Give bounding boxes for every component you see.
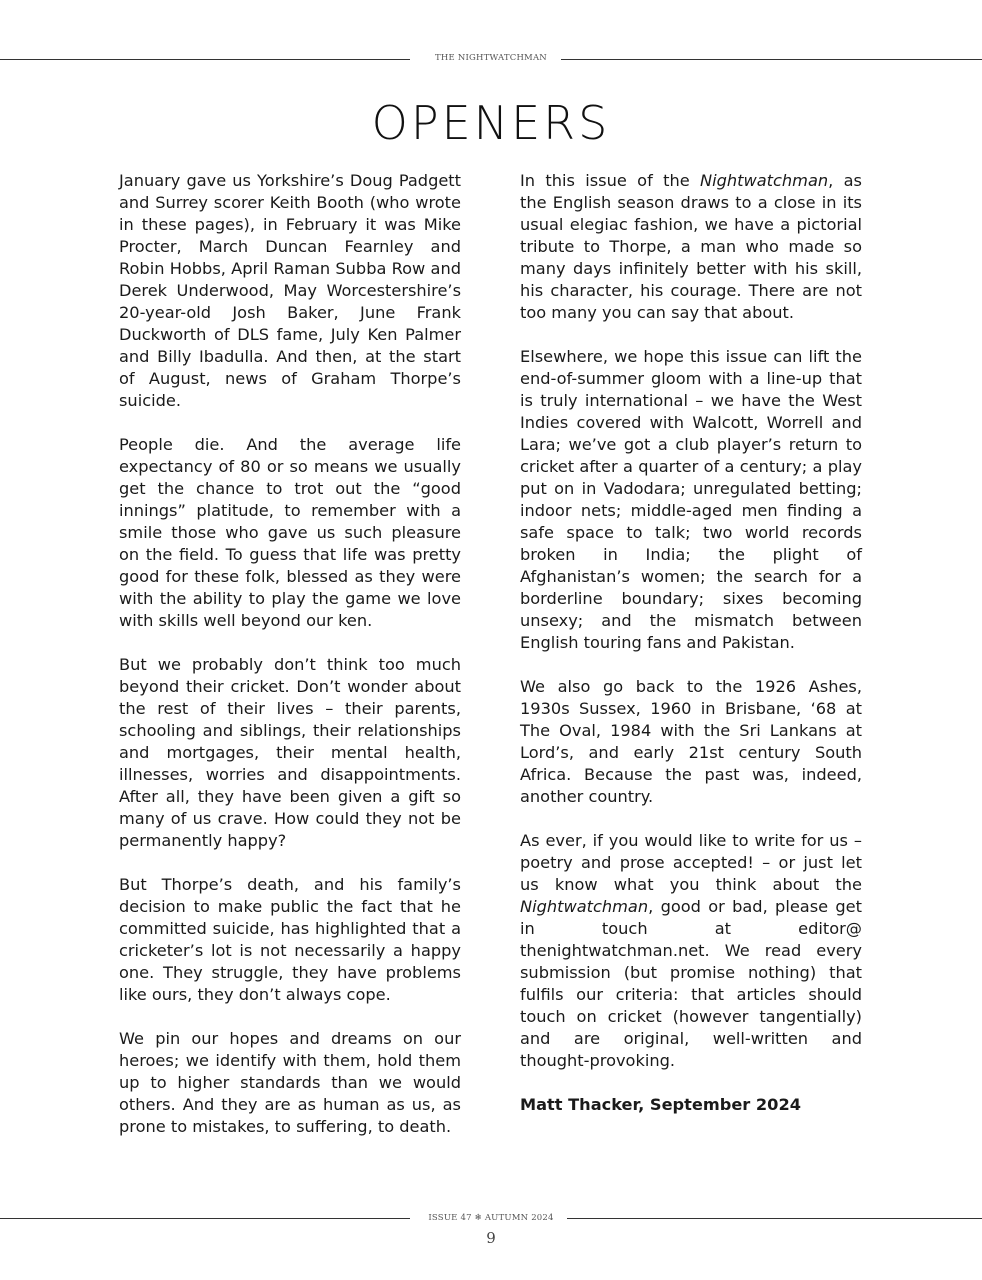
paragraph: Elsewhere, we hope this issue can lift the end-of-summer gloom with a line-up that is truly international – we have the West Indies covered with Walcott, Worrell and Lara; we’ve got a club player’s return to cricket after a quarter of a century; a play put on in Vadodara; unregulated betting; indoor nets; middle-aged men finding a safe space to talk; two world records broken in India; the plight of Afghanistan’s women; the search for a borderline boundary; sixes becoming unsexy; and the mismatch between English touring fans and Pakistan. (520, 347, 862, 652)
text: In this issue of the (520, 171, 701, 190)
paragraph: We pin our hopes and dreams on our heroes; we identify with them, hold them up to higher standards than we would others. And they are as human as us, as prone to mistakes, to suffering, to death. (119, 1029, 461, 1136)
left-column (119, 170, 461, 1160)
text: As ever, if you would like to write for us – poetry and prose accepted! – or just let us know what you think about the (520, 831, 862, 894)
paragraph: We also go back to the 1926 Ashes, 1930s Sussex, 1960 in Brisbane, ‘68 at The Oval, 1984 with the Sri Lankans at Lord’s, and early 21st century South Africa. Because the past was, indeed, another country. (520, 677, 862, 806)
text: , as the English season draws to a close in its usual elegiac fashion, we have a pictorial tribute to Thorpe, a man who made so many days infinitely better with his skill, his character, his courage. There are not too many you can say that about. (520, 171, 862, 322)
paragraph (520, 170, 862, 324)
paragraph: But Thorpe’s death, and his family’s decision to make public the fact that he committed suicide, has highlighted that a cricketer’s lot is not necessarily a happy one. They struggle, they have problems like ours, they don’t always cope. (119, 875, 461, 1004)
magazine-name: Nightwatchman (520, 897, 649, 916)
author-signature: Matt Thacker, September 2024 (520, 1095, 801, 1114)
paragraph: People die. And the average life expectancy of 80 or so means we usually get the chance to trot out the “good innings” platitude, to remember with a smile those who gave us such pleasure on the field. To guess that life was pretty good for these folk, blessed as they were with the ability to play the game we love with skills well beyond our ken. (119, 435, 461, 630)
paragraph: But we probably don’t think too much beyond their cricket. Don’t wonder about the rest of their lives – their parents, schooling and siblings, their relationships and mortgages, their mental health, illnesses, worries and disappointments. After all, they have been given a gift so many of us crave. How could they not be permanently happy? (119, 655, 461, 850)
page-title: OPENERS (371, 96, 611, 150)
page-number: 9 (486, 1229, 496, 1247)
text: , good or bad, please get in touch at editor@ thenightwatchman.net. We read every submission (but promise nothing) that fulfils our criteria: that articles should touch on cricket (however tangentially) and are original, well-written and thought-provoking. (520, 897, 862, 1070)
magazine-name: Nightwatchman (700, 171, 829, 190)
paragraph (520, 830, 862, 1072)
paragraph: January gave us Yorkshire’s Doug Padgett and Surrey scorer Keith Booth (who wrote in these pages), in February it was Mike Procter, March Duncan Fearnley and Robin Hobbs, April Raman Subba Row and Derek Underwood, May Worcestershire’s 20-year-old Josh Baker, June Frank Duckworth of DLS fame, July Ken Palmer and Billy Ibadulla. And then, at the start of August, news of Graham Thorpe’s suicide. (119, 171, 461, 410)
issue-line: ISSUE 47 ❄ AUTUMN 2024 (428, 1213, 554, 1223)
right-column (520, 170, 862, 1138)
running-title: THE NIGHTWATCHMAN (435, 53, 547, 63)
